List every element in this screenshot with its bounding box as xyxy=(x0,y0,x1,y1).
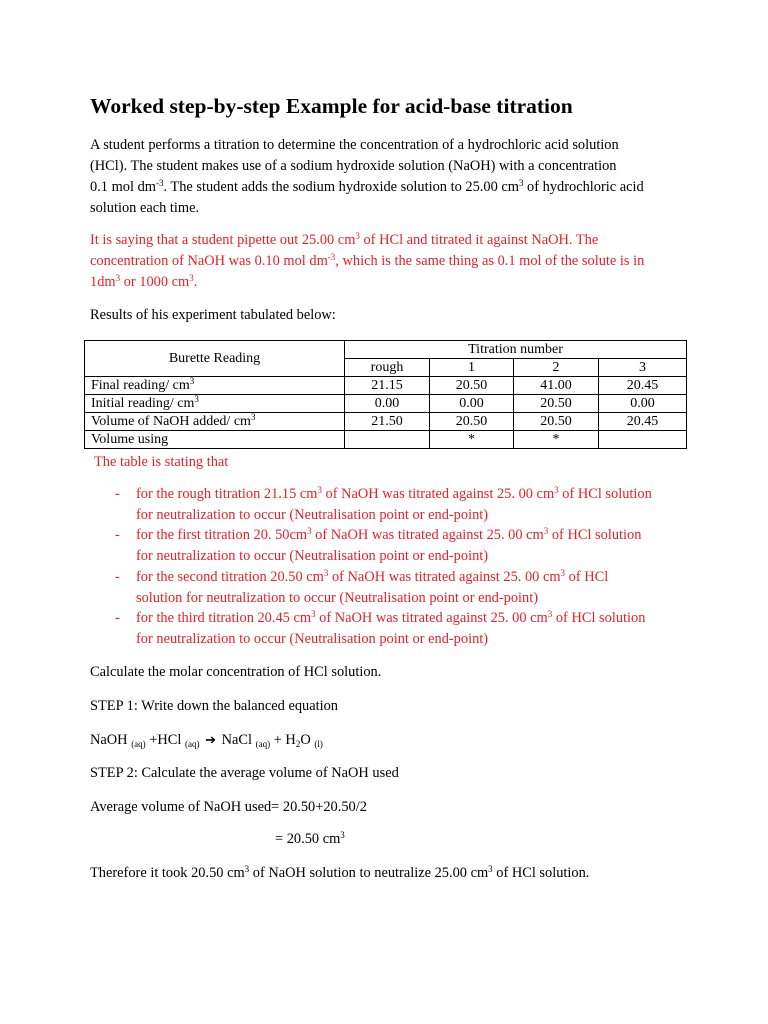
column-header: 2 xyxy=(514,359,599,377)
conclusion xyxy=(90,864,589,882)
superscript: 3 xyxy=(115,273,121,283)
bullet-dash: - xyxy=(115,610,120,626)
explain-text: , which is the same thing as 0.1 mol of the solute is in xyxy=(335,253,645,269)
conclusion-text: Therefore it took 20.50 cm xyxy=(90,865,245,881)
explain-text: or 1000 cm xyxy=(120,274,190,290)
bullet-text: for the third titration 20.45 cm xyxy=(136,610,312,626)
bullet-line xyxy=(136,568,608,586)
table-cell: 20.50 xyxy=(514,413,599,431)
balanced-equation xyxy=(90,731,323,749)
bullet-text: of HCl solution xyxy=(548,527,642,543)
table-cell: 20.45 xyxy=(599,413,687,431)
step-1: STEP 1: Write down the balanced equation xyxy=(90,698,338,714)
superscript: 3 xyxy=(355,231,360,241)
superscript: 3 xyxy=(488,864,493,874)
conclusion-text: of HCl solution. xyxy=(492,865,590,881)
bullet-continuation: for neutralization to occur (Neutralisation point or end-point) xyxy=(136,548,489,564)
state-symbol: (aq) xyxy=(131,739,146,749)
bullet-line xyxy=(136,526,641,544)
table-cell: 0.00 xyxy=(345,395,430,413)
column-header: rough xyxy=(345,359,430,377)
equation-term: +HCl xyxy=(145,732,182,748)
bullet-line xyxy=(136,609,645,627)
average-line: Average volume of NaOH used= 20.50+20.50/2 xyxy=(90,799,367,815)
superscript: 3 xyxy=(189,376,195,386)
intro-line-1: A student performs a titration to determine the concentration of a hydrochloric acid solution xyxy=(90,137,619,153)
row-label-text: Final reading/ cm xyxy=(91,378,190,393)
superscript: -3 xyxy=(327,252,336,262)
superscript: 3 xyxy=(547,609,553,619)
superscript: -3 xyxy=(155,178,164,188)
table-cell: * xyxy=(514,431,599,449)
table-row xyxy=(85,395,687,413)
table-group-header: Titration number xyxy=(345,341,687,359)
explain-text: concentration of NaOH was 0.10 mol dm xyxy=(90,253,328,269)
equation-term: NaCl xyxy=(218,732,252,748)
bullet-continuation: solution for neutralization to occur (Neutralisation point or end-point) xyxy=(136,590,539,606)
intro-text: of hydrochloric acid xyxy=(523,179,644,195)
table-cell: 20.50 xyxy=(430,377,514,395)
results-table xyxy=(84,340,687,449)
intro-line-3 xyxy=(90,178,644,196)
results-intro: Results of his experiment tabulated below: xyxy=(90,307,336,323)
superscript: 3 xyxy=(340,830,345,840)
equation-term: NaOH xyxy=(90,732,128,748)
superscript: 3 xyxy=(250,412,256,422)
page-title: Worked step-by-step Example for acid-base titration xyxy=(90,94,573,118)
table-cell: 20.50 xyxy=(514,395,599,413)
bullet-continuation: for neutralization to occur (Neutralisation point or end-point) xyxy=(136,507,489,523)
column-header: 3 xyxy=(599,359,687,377)
row-label xyxy=(85,431,345,449)
bullet-continuation: for neutralization to occur (Neutralisation point or end-point) xyxy=(136,631,489,647)
table-cell: 20.50 xyxy=(430,413,514,431)
bullet-line xyxy=(136,485,652,503)
conclusion-text: of NaOH solution to neutralize 25.00 cm xyxy=(249,865,489,881)
bullet-text: for the rough titration 21.15 cm xyxy=(136,486,318,502)
bullet-text: for the first titration 20. 50cm xyxy=(136,527,308,543)
table-row xyxy=(85,377,687,395)
average-result xyxy=(275,830,345,848)
equation-term: O xyxy=(300,732,311,748)
table-row xyxy=(85,431,687,449)
bullet-dash: - xyxy=(115,486,120,502)
state-symbol: (aq) xyxy=(185,739,200,749)
equation-term: + H xyxy=(270,732,296,748)
subscript: 2 xyxy=(295,739,301,749)
row-label xyxy=(85,377,345,395)
table-header-row xyxy=(85,341,687,359)
bullet-text: of NaOH was titrated against 25. 00 cm xyxy=(315,610,548,626)
row-label-text: Volume using xyxy=(91,432,169,447)
explain-text: It is saying that a student pipette out 25.00 cm xyxy=(90,232,356,248)
column-header: 1 xyxy=(430,359,514,377)
superscript: 3 xyxy=(189,273,194,283)
superscript: 3 xyxy=(307,526,312,536)
table-cell: 41.00 xyxy=(514,377,599,395)
explain-text: . xyxy=(193,274,198,290)
superscript: 3 xyxy=(317,485,322,495)
table-row xyxy=(85,413,687,431)
intro-line-2: (HCl). The student makes use of a sodium hydroxide solution (NaOH) with a concentration xyxy=(90,158,617,174)
superscript: 3 xyxy=(323,568,329,578)
intro-text: . The student adds the sodium hydroxide solution to 25.00 cm xyxy=(163,179,519,195)
bullet-dash: - xyxy=(115,569,120,585)
table-cell: 21.15 xyxy=(345,377,430,395)
superscript: 3 xyxy=(194,394,199,404)
table-stating: The table is stating that xyxy=(94,454,229,470)
explain-text: of HCl and titrated it against NaOH. The xyxy=(359,232,599,248)
bullet-text: of HCl solution xyxy=(558,486,652,502)
bullet-text: of HCl xyxy=(565,569,609,585)
table-corner-header: Burette Reading xyxy=(85,341,345,377)
bullet-text: of NaOH was titrated against 25. 00 cm xyxy=(321,486,555,502)
explain-line-2 xyxy=(90,252,644,270)
row-label xyxy=(85,395,345,413)
intro-line-4: solution each time. xyxy=(90,200,200,216)
superscript: 3 xyxy=(560,568,566,578)
superscript: 3 xyxy=(554,485,559,495)
table-cell: 20.45 xyxy=(599,377,687,395)
calc-intro: Calculate the molar concentration of HCl solution. xyxy=(90,664,382,680)
bullet-dash: - xyxy=(115,527,120,543)
table-cell xyxy=(599,431,687,449)
step-2: STEP 2: Calculate the average volume of NaOH used xyxy=(90,765,399,781)
result-text: = 20.50 cm xyxy=(275,831,341,847)
row-label-text: Initial reading/ cm xyxy=(91,396,195,411)
explain-line-3 xyxy=(90,273,197,291)
state-symbol: (l) xyxy=(314,739,323,749)
table-cell xyxy=(345,431,430,449)
superscript: 3 xyxy=(244,864,250,874)
row-label xyxy=(85,413,345,431)
superscript: 3 xyxy=(518,178,524,188)
table-cell: 0.00 xyxy=(430,395,514,413)
table-cell: * xyxy=(430,431,514,449)
row-label-text: Volume of NaOH added/ cm xyxy=(91,414,251,429)
superscript: 3 xyxy=(311,609,316,619)
bullet-text: for the second titration 20.50 cm xyxy=(136,569,324,585)
state-symbol: (aq) xyxy=(255,739,271,749)
intro-text: 0.1 mol dm xyxy=(90,179,156,195)
bullet-text: of HCl solution xyxy=(552,610,646,626)
table-cell: 21.50 xyxy=(345,413,430,431)
bullet-text: of NaOH was titrated against 25. 00 cm xyxy=(311,527,544,543)
explain-line-1 xyxy=(90,231,598,249)
explain-text: 1dm xyxy=(90,274,116,290)
bullet-text: of NaOH was titrated against 25. 00 cm xyxy=(328,569,561,585)
superscript: 3 xyxy=(543,526,549,536)
table-cell: 0.00 xyxy=(599,395,687,413)
reaction-arrow-icon: ➔ xyxy=(205,732,217,747)
